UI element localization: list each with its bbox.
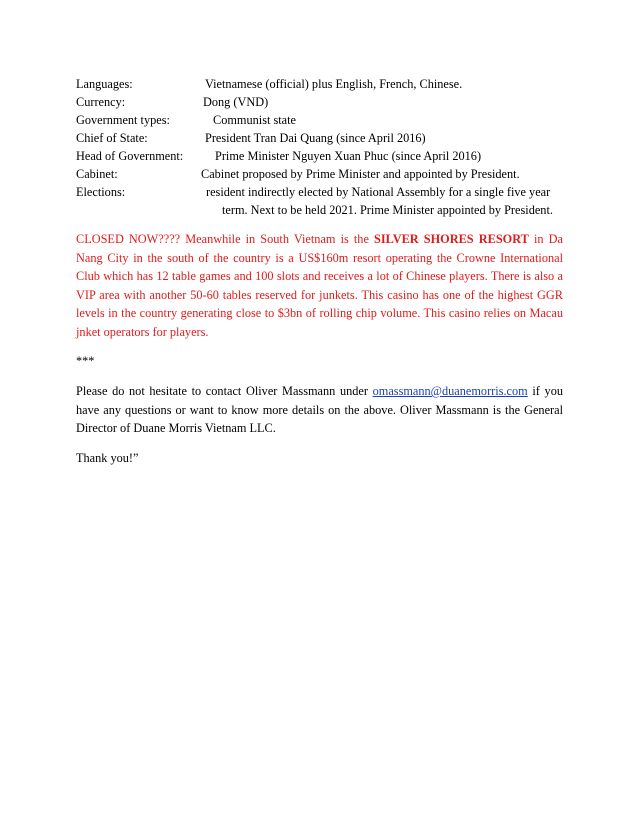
fact-value: President Tran Dai Quang (since April 2016) (205, 131, 426, 145)
fact-cabinet (76, 165, 576, 183)
fact-elections (76, 183, 576, 219)
closing-line: Thank you!” (76, 451, 139, 465)
fact-label: Languages: (76, 77, 133, 91)
fact-value: Dong (VND) (203, 95, 269, 109)
paragraph-lead: CLOSED NOW???? Meanwhile in South Vietnam is the (76, 232, 374, 246)
fact-label: Elections: (76, 185, 126, 199)
fact-chief-of-state (76, 129, 576, 147)
fact-value: Vietnamese (official) plus English, French, Chinese. (205, 77, 463, 91)
separator: *** (76, 354, 95, 368)
contact-text-after: if you have any questions or want to know more details on the above. Oliver Massmann is the General Director of Duane Morris Vietnam LLC. (76, 384, 563, 436)
fact-label: Government types: (76, 113, 170, 127)
fact-currency (76, 93, 576, 111)
fact-label: Chief of State: (76, 131, 148, 145)
country-facts (76, 75, 576, 219)
fact-label: Cabinet: (76, 167, 118, 181)
fact-languages (76, 75, 576, 93)
fact-label: Currency: (76, 95, 126, 109)
silver-shores-paragraph (76, 230, 563, 342)
fact-value-continuation: term. Next to be held 2021. Prime Minister appointed by President. (222, 203, 553, 217)
contact-paragraph (76, 382, 563, 438)
fact-head-of-government (76, 147, 576, 165)
fact-government (76, 111, 576, 129)
paragraph-body: in Da Nang City in the south of the country is a US$160m resort operating the Crowne International Club which has 12 table games and 100 slots and receives a lot of Chinese players. There is also a VIP area with another 50-60 tables reserved for junkets. This casino has one of the highest GGR levels in the country generating close to $3bn of rolling chip volume. This casino relies on Macau jnket operators for players. (76, 232, 563, 339)
resort-name: SILVER SHORES RESORT (374, 232, 529, 246)
fact-label: Head of Government: (76, 149, 184, 163)
fact-value: Cabinet proposed by Prime Minister and appointed by President. (201, 167, 520, 181)
fact-value: Communist state (213, 113, 297, 127)
contact-text: Please do not hesitate to contact Oliver Massmann under (76, 384, 373, 398)
email-link[interactable]: omassmann@duanemorris.com (372, 384, 528, 398)
fact-value: Prime Minister Nguyen Xuan Phuc (since April 2016) (215, 149, 482, 163)
fact-value: resident indirectly elected by National Assembly for a single five year (206, 185, 551, 199)
